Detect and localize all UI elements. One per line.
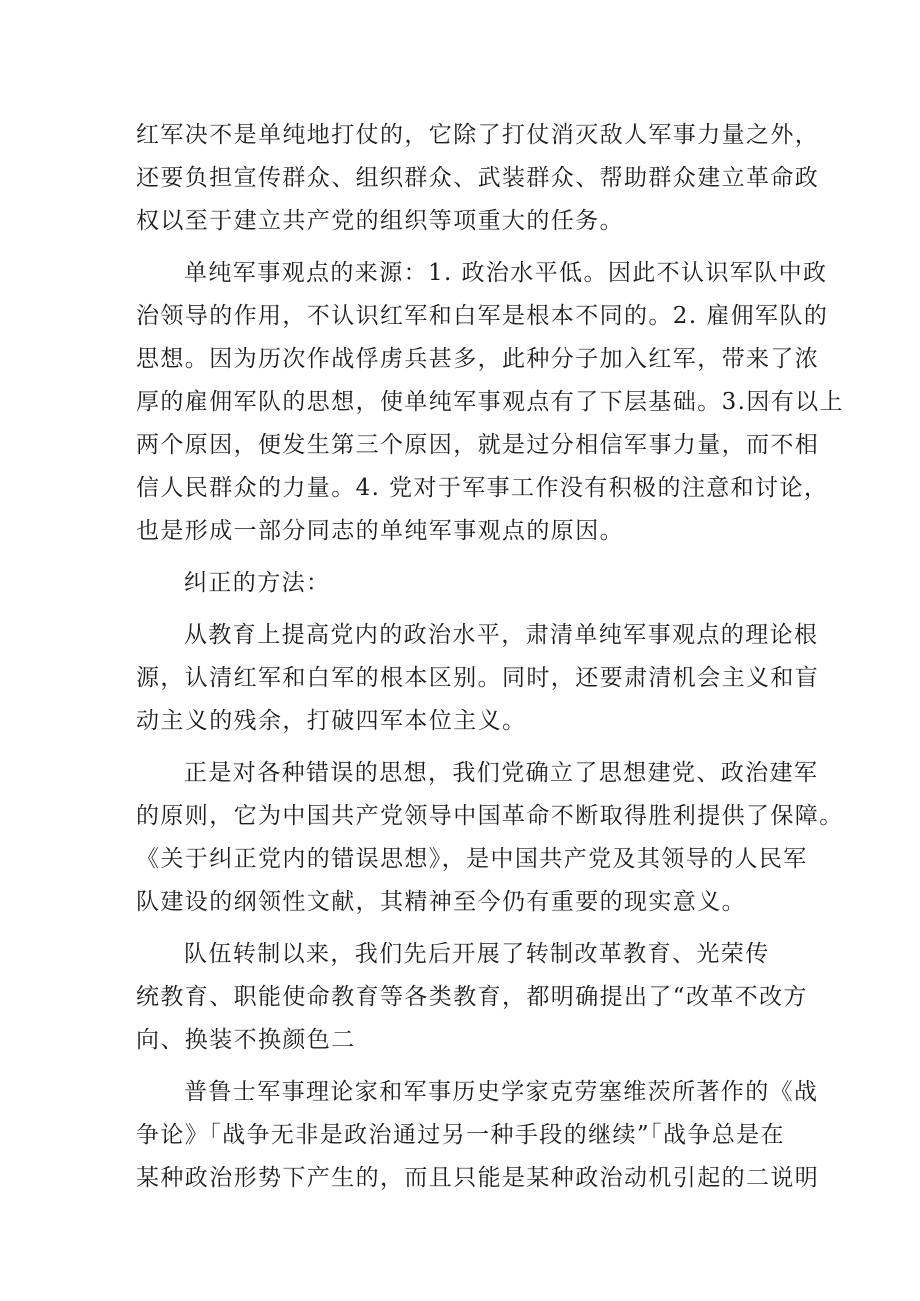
section-heading: 纠正的方法： — [184, 570, 331, 596]
text-line: 信人民群众的力量。4. 党对于军事工作没有积极的注意和讨论， — [136, 475, 829, 501]
text-line: 厚的雇佣军队的思想，使单纯军事观点有了下层基础。3.因有以上 — [136, 389, 844, 415]
document-body — [136, 114, 844, 1200]
text-line: 某种政治形势下产生的，而且只能是某种政治动机引起的二说明 — [136, 1165, 820, 1191]
text-line: 两个原因，便发生第三个原因，就是过分相信军事力量，而不相 — [136, 432, 820, 458]
paragraph-start-line: 普鲁士军事理论家和军事历史学家克劳塞维茨所著作的《战 — [184, 1079, 819, 1105]
paragraph-start-line: 正是对各种错误的思想，我们党确立了思想建党、政治建军 — [184, 760, 819, 786]
text-line: 还要负担宣传群众、组织群众、武装群众、帮助群众建立革命政 — [136, 165, 820, 191]
text-line: 治领导的作用，不认识红军和白军是根本不同的。2. 雇佣军队的 — [136, 303, 829, 329]
text-line: 动主义的残余，打破四军本位主义。 — [136, 708, 527, 734]
text-line: 统教育、职能使命教育等各类教育，都明确提出了“改革不改方 — [136, 984, 808, 1010]
text-line: 权以至于建立共产党的组织等项重大的任务。 — [136, 208, 624, 234]
text-line: 向、换装不换颜色二 — [136, 1027, 356, 1053]
text-line: 源，认清红军和白军的根本区别。同时，还要肃清机会主义和盲 — [136, 665, 820, 691]
text-line: 队建设的纲领性文献，其精神至今仍有重要的现实意义。 — [136, 889, 746, 915]
paragraph-start-line: 队伍转制以来，我们先后开展了转制改革教育、光荣传 — [184, 941, 770, 967]
text-line: 也是形成一部分同志的单纯军事观点的原因。 — [136, 518, 624, 544]
paragraph-start-line: 从教育上提高党内的政治水平，肃清单纯军事观点的理论根 — [184, 622, 819, 648]
text-line: 的原则，它为中国共产党领导中国革命不断取得胜利提供了保障。 — [136, 803, 844, 829]
text-line: 思想。因为历次作战俘虏兵甚多，此种分子加入红军，带来了浓 — [136, 346, 820, 372]
text-line: 《关于纠正党内的错误思想》，是中国共产党及其领导的人民军 — [136, 846, 808, 872]
text-line: 争论》「战争无非是政治通过另一种手段的继续”「战争总是在 — [136, 1122, 785, 1148]
paragraph-start-line: 单纯军事观点的来源：1. 政治水平低。因此不认识军队中政 — [184, 260, 828, 286]
text-line: 红军决不是单纯地打仗的，它除了打仗消灭敌人军事力量之外， — [136, 122, 820, 148]
